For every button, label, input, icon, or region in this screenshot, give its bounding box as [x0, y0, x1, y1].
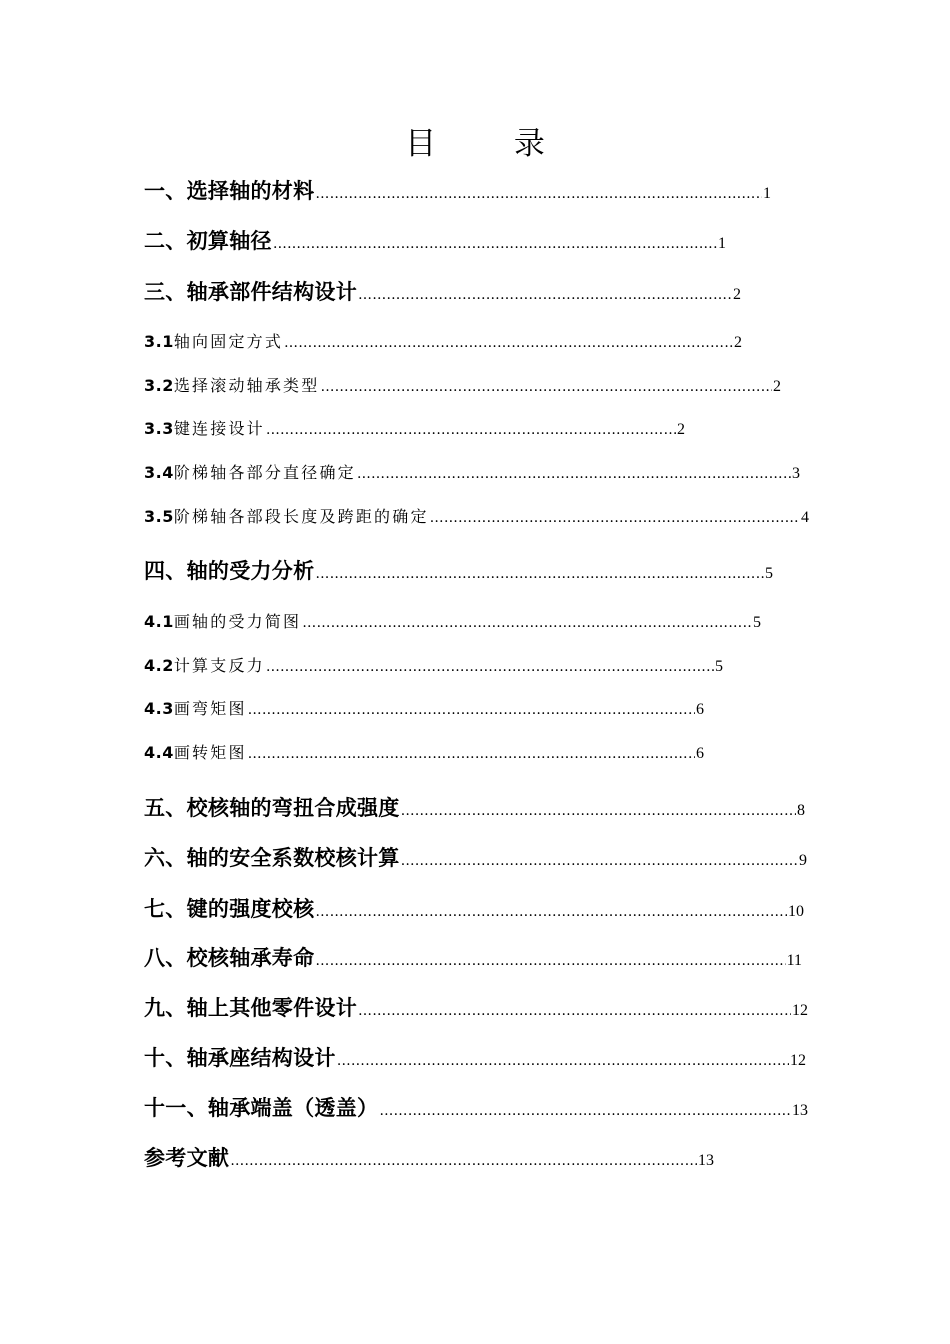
- toc-subentry[interactable]: [144, 460, 800, 490]
- toc-entry-label: 轴向固定方式: [173, 332, 284, 351]
- toc-page-number: 12: [790, 1052, 806, 1069]
- toc-subentry[interactable]: [144, 504, 809, 534]
- toc-entry-label: 画弯矩图: [173, 699, 247, 718]
- toc-entry[interactable]: [144, 1092, 808, 1122]
- toc-entry-label: 四、轴的受力分析: [144, 559, 315, 583]
- toc-page-number: 5: [753, 614, 761, 631]
- toc-page-number: 12: [792, 1002, 808, 1019]
- toc-entry-label: 九、轴上其他零件设计: [144, 996, 357, 1020]
- toc-page-number: 6: [696, 701, 704, 718]
- toc-subentry[interactable]: [144, 653, 723, 683]
- toc-entry[interactable]: [144, 893, 804, 923]
- toc-section-number: 4.1: [144, 612, 174, 631]
- toc-page-number: 13: [698, 1152, 714, 1169]
- toc-page-number: 2: [677, 421, 685, 438]
- toc-dot-leader: [320, 379, 772, 395]
- toc-entry-label: 三、轴承部件结构设计: [144, 280, 357, 304]
- toc-dot-leader: [337, 1053, 789, 1069]
- toc-dot-leader: [357, 466, 791, 482]
- toc-page-number: 13: [792, 1102, 808, 1119]
- toc-page-number: 3: [792, 465, 800, 482]
- toc-dot-leader: [430, 510, 800, 526]
- toc-subentry[interactable]: [144, 373, 781, 403]
- toc-subentry[interactable]: [144, 609, 761, 639]
- toc-page-number: 8: [797, 802, 805, 819]
- toc-page-number: 10: [788, 903, 804, 920]
- toc-entry-label: 二、初算轴径: [144, 229, 272, 253]
- toc-page-number: 4: [801, 509, 809, 526]
- toc-section-number: 3.3: [144, 419, 174, 438]
- toc-entry-label: 画转矩图: [173, 743, 247, 762]
- toc-entry[interactable]: [144, 842, 807, 872]
- toc-subentry[interactable]: [144, 416, 685, 446]
- toc-page-number: 1: [763, 185, 771, 202]
- toc-subentry[interactable]: [144, 329, 742, 359]
- toc-dot-leader: [248, 702, 695, 718]
- toc-entry[interactable]: [144, 992, 808, 1022]
- toc-entry-label: 画轴的受力简图: [173, 612, 302, 631]
- toc-subentry[interactable]: [144, 696, 704, 726]
- toc-page-number: 2: [773, 378, 781, 395]
- toc-dot-leader: [273, 236, 717, 252]
- toc-section-number: 3.5: [144, 507, 174, 526]
- toc-entry-label: 十一、轴承端盖（透盖）: [144, 1096, 379, 1120]
- toc-page-number: 9: [799, 852, 807, 869]
- toc-page-number: 5: [765, 565, 773, 582]
- toc-entry-label: 阶梯轴各部段长度及跨距的确定: [173, 507, 429, 526]
- toc-entry[interactable]: [144, 1042, 806, 1072]
- toc-dot-leader: [315, 186, 762, 202]
- toc-page-number: 2: [734, 334, 742, 351]
- toc-dot-leader: [379, 1103, 791, 1119]
- toc-entry[interactable]: [144, 225, 726, 255]
- toc-entry-label: 十、轴承座结构设计: [144, 1046, 336, 1070]
- toc-entry-label: 五、校核轴的弯扭合成强度: [144, 796, 400, 820]
- toc-dot-leader: [315, 953, 785, 969]
- toc-entry[interactable]: [144, 1142, 714, 1172]
- toc-entry-label: 键连接设计: [173, 419, 265, 438]
- toc-entry[interactable]: [144, 942, 802, 972]
- toc-entry-label: 七、键的强度校核: [144, 897, 315, 921]
- toc-entry[interactable]: [144, 555, 773, 585]
- toc-entry-label: 六、轴的安全系数校核计算: [144, 846, 400, 870]
- toc-entry-label: 选择滚动轴承类型: [173, 376, 320, 395]
- toc-subentry[interactable]: [144, 740, 704, 770]
- toc-dot-leader: [284, 335, 733, 351]
- toc-entry-label: 八、校核轴承寿命: [144, 946, 315, 970]
- toc-entry-label: 一、选择轴的材料: [144, 179, 315, 203]
- toc-entry-label: 计算支反力: [173, 656, 265, 675]
- toc-section-number: 3.2: [144, 376, 174, 395]
- toc-dot-leader: [302, 615, 752, 631]
- toc-page-number: 11: [786, 952, 802, 969]
- toc-entry-label: 阶梯轴各部分直径确定: [173, 463, 356, 482]
- toc-dot-leader: [248, 746, 695, 762]
- toc-section-number: 4.2: [144, 656, 174, 675]
- toc-dot-leader: [401, 853, 798, 869]
- toc-dot-leader: [358, 287, 732, 303]
- toc-section-number: 4.4: [144, 743, 174, 762]
- toc-page-number: 1: [718, 235, 726, 252]
- toc-section-number: 3.1: [144, 332, 174, 351]
- toc-title: 目 录: [405, 126, 579, 162]
- toc-page-number: 5: [715, 658, 723, 675]
- toc-entry[interactable]: [144, 792, 805, 822]
- toc-dot-leader: [315, 904, 787, 920]
- toc-dot-leader: [266, 659, 714, 675]
- toc-section-number: 4.3: [144, 699, 174, 718]
- toc-dot-leader: [315, 566, 764, 582]
- toc-section-number: 3.4: [144, 463, 174, 482]
- toc-entry[interactable]: [144, 175, 771, 205]
- toc-page-number: 6: [696, 745, 704, 762]
- toc-entry-label: 参考文献: [144, 1146, 230, 1170]
- toc-page-number: 2: [733, 286, 741, 303]
- toc-dot-leader: [401, 803, 796, 819]
- toc-dot-leader: [266, 422, 676, 438]
- toc-entry[interactable]: [144, 276, 741, 306]
- toc-dot-leader: [358, 1003, 791, 1019]
- toc-dot-leader: [230, 1153, 697, 1169]
